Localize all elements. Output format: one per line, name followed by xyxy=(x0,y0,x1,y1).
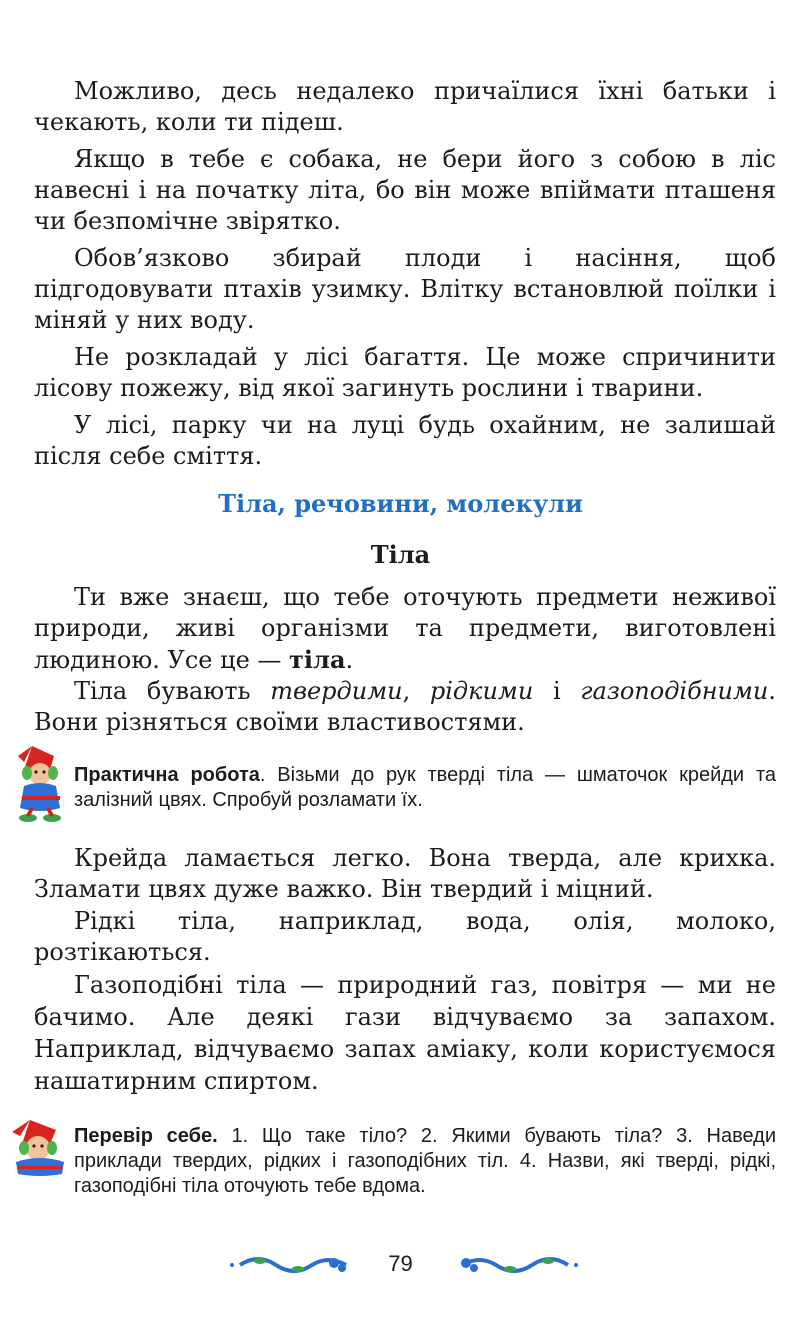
gnome-mascot-icon xyxy=(6,1118,72,1178)
gnome-mascot-icon xyxy=(10,742,72,824)
practical-work-label: Практична робота xyxy=(74,764,260,786)
practical-work xyxy=(74,763,776,813)
check-yourself xyxy=(74,1124,776,1199)
term-bold: тіла xyxy=(289,645,346,674)
check-yourself-label: Перевір себе. xyxy=(74,1125,218,1147)
punctuation: , xyxy=(402,677,430,705)
intro-text: . Вони різняться своїми властивостями. xyxy=(34,677,777,736)
paragraph: Якщо в тебе є собака, не бери його з собою в ліс навесні і на початку літа, бо він може впіймати пташеня чи безпомічне звірятко. xyxy=(34,145,776,235)
paragraph xyxy=(34,676,776,738)
page-number: 79 xyxy=(388,1251,413,1276)
paragraph: Рідкі тіла, наприклад, вода, олія, молоко, розтікаються. xyxy=(34,907,776,966)
subsection-title: Тіла xyxy=(370,540,431,569)
paragraph: У лісі, парку чи на луці будь охайним, не залишай після себе сміття. xyxy=(34,411,776,470)
paragraph: Крейда ламається легко. Вона тверда, але крихка. Зламати цвях дуже важко. Він твердий і міцний. xyxy=(34,844,776,903)
body-paragraphs xyxy=(34,843,776,1097)
paragraph: Можливо, десь недалеко причаїлися їхні батьки і чекають, коли ти підеш. xyxy=(34,77,776,136)
paragraph: Не розкладай у лісі багаття. Це може спричинити лісову пожежу, від якої загинуть рослини і тварини. xyxy=(34,343,776,402)
intro-text: Тіла бувають xyxy=(74,677,271,705)
intro-paragraphs xyxy=(34,582,776,738)
section-title: Тіла, речовини, молекули xyxy=(218,489,583,518)
top-paragraphs xyxy=(34,76,776,472)
check-yourself-questions: 1. Що таке тіло? 2. Якими бувають тіла? 3. Наведи приклади твердих, рідких і газоподібних тіл. 4. Назви, які тверді, рідкі, газоподібні тіла оточують тебе вдома. xyxy=(74,1125,777,1197)
term-italic: рідкими xyxy=(429,677,534,705)
term-italic: газоподібними xyxy=(580,677,769,705)
punctuation: . xyxy=(345,646,354,674)
connector: і xyxy=(533,677,581,705)
term-italic: твердими xyxy=(270,677,403,705)
practical-work-text: . Візьми до рук тверді тіла — шматочок крейди та залізний цвях. Спробуй розламати їх. xyxy=(74,764,776,811)
paragraph xyxy=(34,582,776,676)
paragraph: Газоподібні тіла — природний газ, повітря — ми не бачимо. Але деякі гази відчуваємо за запахом. Наприклад, відчуваємо запах аміаку, коли користуємося нашатирним спиртом. xyxy=(34,971,776,1095)
paragraph: Обов’язково збирай плоди і насіння, щоб підгодовувати птахів узимку. Влітку встановлюй поїлки і міняй у них воду. xyxy=(34,244,776,334)
intro-text: Ти вже знаєш, що тебе оточують предмети неживої природи, живі організми та предмети, виготовлені людиною. Усе це — xyxy=(34,583,776,674)
right-ornament-icon xyxy=(456,1253,580,1277)
